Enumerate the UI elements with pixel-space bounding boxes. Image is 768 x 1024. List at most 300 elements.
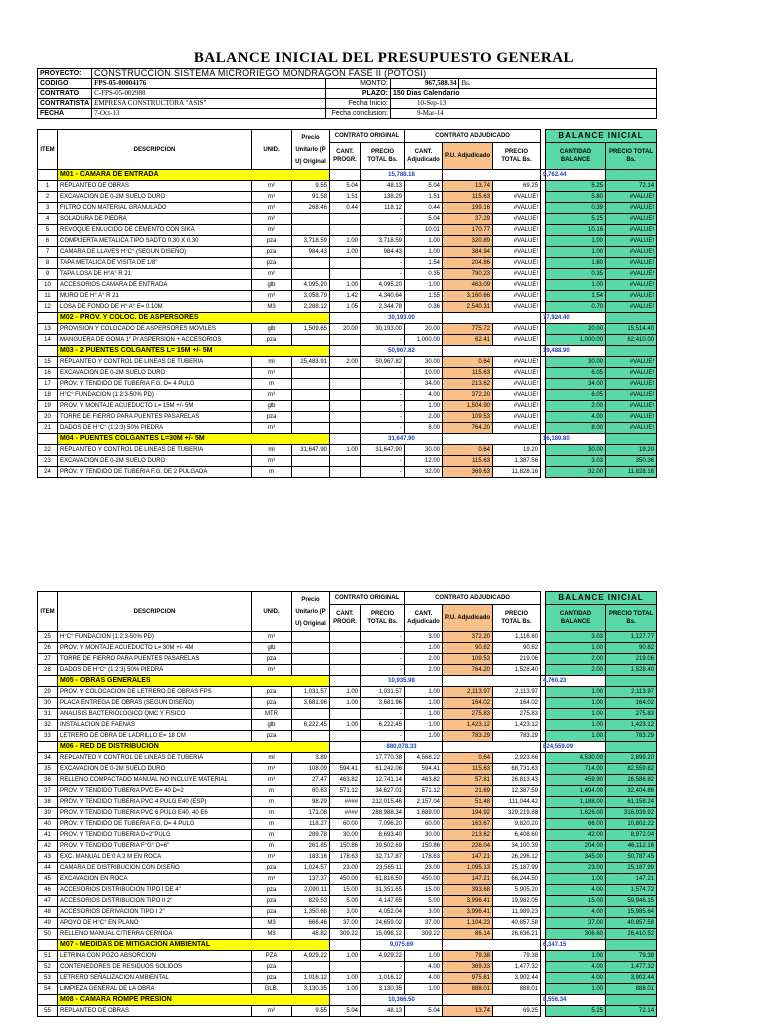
section-title: M06 - RED DE DISTRIBUCION xyxy=(58,742,330,753)
description: DADOS DE H°C° (1:2:3) 50% PIEDRA xyxy=(58,423,252,434)
item-number: 33 xyxy=(38,731,58,742)
cant-adj: 30.00 xyxy=(405,445,443,456)
unit: m³ xyxy=(252,775,292,786)
precio-total: 288,988.34 xyxy=(361,808,405,819)
pu-adj: 0.64 xyxy=(443,753,493,764)
cantidad-balance: 1.54 xyxy=(546,291,606,302)
cant-progr xyxy=(330,709,361,720)
precio-total-adj: #VALUE! xyxy=(493,258,541,269)
unit-price: 3,058.79 xyxy=(292,291,330,302)
item-number: 25 xyxy=(38,632,58,643)
precio-total-adj: 1,116.60 xyxy=(493,632,541,643)
item-number: 1 xyxy=(38,181,58,192)
col-balance-inicial: BALANCE INICIAL xyxy=(546,130,657,143)
unit-price xyxy=(292,456,330,467)
col-cant-adjudicado: CANT. Adjudicado xyxy=(405,143,443,170)
table-row xyxy=(38,225,657,236)
cant-progr: 1.00 xyxy=(330,445,361,456)
unit-price xyxy=(292,467,330,478)
item-number: 48 xyxy=(38,907,58,918)
precio-total: 12,741.14 xyxy=(361,775,405,786)
unit: glb xyxy=(252,324,292,335)
table-row xyxy=(38,951,657,962)
col-precio-total-adj: PRECIO TOTAL Bs. xyxy=(493,143,541,170)
cant-progr: 5.00 xyxy=(330,896,361,907)
precio-total: 118.12 xyxy=(361,203,405,214)
cantidad-balance: 5.25 xyxy=(546,181,606,192)
description: PROV. Y TENDIDO DE TUBERIA F.G. D= 4 PULG xyxy=(58,379,252,390)
cant-progr: 1.05 xyxy=(330,302,361,313)
col-cantidad-balance: CANTIDAD BALANCE xyxy=(546,605,606,632)
precio-total: 48.13 xyxy=(361,181,405,192)
pu-adj: 37.29 xyxy=(443,214,493,225)
cant-adj: 309.22 xyxy=(405,929,443,940)
precio-total-balance: #VALUE! xyxy=(606,236,657,247)
section-total-adjudicado: 77,924.40 xyxy=(541,313,546,324)
cantidad-balance: 1.00 xyxy=(546,280,606,291)
unit-price xyxy=(292,401,330,412)
cant-adj: 23.00 xyxy=(405,863,443,874)
cantidad-balance: 0.70 xyxy=(546,302,606,313)
table-row xyxy=(38,390,657,401)
table-row xyxy=(38,665,657,676)
unit-price xyxy=(292,214,330,225)
unit-price xyxy=(292,962,330,973)
cantidad-balance: 2.00 xyxy=(546,665,606,676)
precio-total-adj: #VALUE! xyxy=(493,412,541,423)
cant-progr xyxy=(330,467,361,478)
item-number: 52 xyxy=(38,962,58,973)
item-number: 50 xyxy=(38,929,58,940)
precio-total: 3,681.96 xyxy=(361,698,405,709)
precio-total: 138.29 xyxy=(361,192,405,203)
table-row xyxy=(38,852,657,863)
section-row xyxy=(38,676,657,687)
table-row xyxy=(38,280,657,291)
precio-total-balance: #VALUE! xyxy=(606,412,657,423)
section-empty-cell xyxy=(330,434,361,445)
unit: pza xyxy=(252,973,292,984)
section-total-original: 10,935.98 xyxy=(361,676,443,687)
precio-total-balance: 61,158.24 xyxy=(606,797,657,808)
unit: m xyxy=(252,830,292,841)
item-number: 7 xyxy=(38,247,58,258)
pu-adj: 115.63 xyxy=(443,764,493,775)
unit-price: 289.78 xyxy=(292,830,330,841)
section-empty-adj xyxy=(443,346,541,357)
cant-progr: 5.04 xyxy=(330,1006,361,1017)
unit-price xyxy=(292,632,330,643)
description: REPLANTEO DE OBRAS xyxy=(58,1006,252,1017)
item-number: 26 xyxy=(38,643,58,654)
cant-adj: 20.00 xyxy=(405,324,443,335)
unit: m³ xyxy=(252,423,292,434)
pu-adj: 164.02 xyxy=(443,698,493,709)
cant-adj: 1.00 xyxy=(405,687,443,698)
pu-adj: 194.92 xyxy=(443,808,493,819)
cantidad-balance: 1,000.00 xyxy=(546,335,606,346)
precio-total-adj: #VALUE! xyxy=(493,324,541,335)
item-number: 3 xyxy=(38,203,58,214)
cant-adj: 3.00 xyxy=(405,907,443,918)
budget-table-2 xyxy=(37,591,657,1017)
item-number: 31 xyxy=(38,709,58,720)
cant-progr: 30.00 xyxy=(330,830,361,841)
table-row xyxy=(38,764,657,775)
col-cant-adjudicado: CANT. Adjudicado xyxy=(405,605,443,632)
unit-price xyxy=(292,379,330,390)
cantidad-balance: 0.35 xyxy=(546,269,606,280)
description: PROV. Y MONTAJE ACUEDUCTO L= 30M +/- 4M xyxy=(58,643,252,654)
precio-total-adj: 783.29 xyxy=(493,731,541,742)
cant-adj: 60.00 xyxy=(405,819,443,830)
unit-price: 9.55 xyxy=(292,1006,330,1017)
cant-adj: 1.00 xyxy=(405,698,443,709)
cant-adj: 37.00 xyxy=(405,918,443,929)
precio-total-balance: 275.83 xyxy=(606,709,657,720)
cantidad-balance: 4.00 xyxy=(546,962,606,973)
unit: pza xyxy=(252,258,292,269)
description: SOLADURA DE PIEDRA xyxy=(58,214,252,225)
table-row xyxy=(38,412,657,423)
cant-progr: 1.00 xyxy=(330,698,361,709)
proyecto-value: CONSTRUCCION SISTEMA MICRORIEGO MONDRAGON FASE II (POTOSI) xyxy=(92,69,657,79)
unit-price: 183.16 xyxy=(292,852,330,863)
precio-total: - xyxy=(361,665,405,676)
cant-progr: 1.00 xyxy=(330,236,361,247)
col-descripcion: DESCRIPCION xyxy=(58,592,252,632)
precio-total-adj: #VALUE! xyxy=(493,236,541,247)
precio-total-balance: #VALUE! xyxy=(606,302,657,313)
precio-total: - xyxy=(361,643,405,654)
cantidad-balance: 306.60 xyxy=(546,929,606,940)
precio-total: - xyxy=(361,390,405,401)
fecha-inicio-value: 10-Sep-13 xyxy=(390,99,656,109)
cant-adj: 30.00 xyxy=(405,357,443,368)
section-title: M05 - OBRAS GENERALES xyxy=(58,676,330,687)
cant-adj: 5.04 xyxy=(405,1006,443,1017)
table-row xyxy=(38,192,657,203)
precio-total-adj: #VALUE! xyxy=(493,423,541,434)
precio-total-balance: 888.01 xyxy=(606,984,657,995)
col-contrato-original: CONTRATO ORIGINAL xyxy=(330,130,405,143)
cant-progr xyxy=(330,632,361,643)
cant-adj: 1.00 xyxy=(405,984,443,995)
cant-progr xyxy=(330,665,361,676)
section-empty-adj xyxy=(443,170,541,181)
precio-total-adj: 79.38 xyxy=(493,951,541,962)
item-number: 42 xyxy=(38,841,58,852)
description: ACCESORIOS DERIVACION TIPO I 2" xyxy=(58,907,252,918)
table-row xyxy=(38,236,657,247)
item-number: 4 xyxy=(38,214,58,225)
unit: m³ xyxy=(252,632,292,643)
pu-adj: 57.81 xyxy=(443,775,493,786)
table-row xyxy=(38,1006,657,1017)
cant-adj: 2.00 xyxy=(405,412,443,423)
precio-total-balance: #VALUE! xyxy=(606,390,657,401)
section-empty-balance xyxy=(606,995,657,1006)
unit: pza xyxy=(252,731,292,742)
precio-total-adj: 26,296.12 xyxy=(493,852,541,863)
section-title: M04 - PUENTES COLGANTES L=30M +/- 5M xyxy=(58,434,330,445)
pu-adj: 0.64 xyxy=(443,357,493,368)
section-empty-cell xyxy=(330,346,361,357)
description: PROV. Y COLOCACION DE LETRERO DE OBRAS FPS xyxy=(58,687,252,698)
precio-total-adj: #VALUE! xyxy=(493,335,541,346)
cantidad-balance: 6.05 xyxy=(546,368,606,379)
section-empty-cell xyxy=(330,742,361,753)
cant-adj: 1.51 xyxy=(405,192,443,203)
unit: m² xyxy=(252,1006,292,1017)
table-row xyxy=(38,214,657,225)
plazo-value: 150 Dias Calendario xyxy=(390,89,656,99)
unit-price: 91.58 xyxy=(292,192,330,203)
precio-total: 4,147.65 xyxy=(361,896,405,907)
section-total-adjudicado: 9,762.44 xyxy=(541,170,546,181)
cant-progr: 1.42 xyxy=(330,291,361,302)
precio-total: 34,627.01 xyxy=(361,786,405,797)
precio-total-balance: 783.29 xyxy=(606,731,657,742)
precio-total-balance: 164.02 xyxy=(606,698,657,709)
precio-total: - xyxy=(361,269,405,280)
pu-adj: 199.16 xyxy=(443,203,493,214)
precio-total-adj: 219.06 xyxy=(493,654,541,665)
section-empty-cell xyxy=(330,313,361,324)
unit-price: 2,090.11 xyxy=(292,885,330,896)
section-row xyxy=(38,170,657,181)
precio-total-balance: #VALUE! xyxy=(606,423,657,434)
cant-progr: 463.82 xyxy=(330,775,361,786)
table-row xyxy=(38,819,657,830)
item-number: 18 xyxy=(38,390,58,401)
unit-price xyxy=(292,269,330,280)
precio-total-adj: 164.02 xyxy=(493,698,541,709)
cantidad-balance: 32.00 xyxy=(546,467,606,478)
precio-total-balance: 3,902.44 xyxy=(606,973,657,984)
section-title: M08 - CAMARA ROMPE PRESION xyxy=(58,995,330,1006)
unit-price: 268.46 xyxy=(292,203,330,214)
col-pu-adjudicado: P.U. Adjudicado xyxy=(443,143,493,170)
section-item-cell xyxy=(38,434,58,445)
unit: m² xyxy=(252,225,292,236)
precio-total-balance: #VALUE! xyxy=(606,225,657,236)
cant-progr xyxy=(330,962,361,973)
description: REPLANTEO Y CONTROL DE LINEAS DE TUBERIA xyxy=(58,357,252,368)
pu-adj: 2,113.97 xyxy=(443,687,493,698)
col-contrato-adjudicado: CONTRATO ADJUDICADO xyxy=(405,592,541,605)
unit-price: 60.63 xyxy=(292,786,330,797)
unit: pza xyxy=(252,236,292,247)
precio-total-adj: #VALUE! xyxy=(493,192,541,203)
description: PLACA ENTREGA DE OBRAS (SEGUN DISEÑO) xyxy=(58,698,252,709)
description: PROV. Y TENDIDO TUBERIA PVC E= 40 D=2 xyxy=(58,786,252,797)
cant-progr xyxy=(330,335,361,346)
pu-adj: 226.04 xyxy=(443,841,493,852)
unit-price: 1,016.12 xyxy=(292,973,330,984)
table-row xyxy=(38,885,657,896)
section-empty-balance xyxy=(606,940,657,951)
description: H°C° FUNDACION (1:2:3-50% PD) xyxy=(58,632,252,643)
table-row xyxy=(38,929,657,940)
description: TAPA LOSA DE H°A° R 21 xyxy=(58,269,252,280)
cant-progr: 5.04 xyxy=(330,181,361,192)
section-item-cell xyxy=(38,313,58,324)
cantidad-balance: 1,626.00 xyxy=(546,808,606,819)
cantidad-balance: 10.16 xyxy=(546,225,606,236)
item-number: 49 xyxy=(38,918,58,929)
table-row xyxy=(38,269,657,280)
unit: PZA xyxy=(252,951,292,962)
precio-total-adj: 1,423.12 xyxy=(493,720,541,731)
col-precio-total-balance: PRECIO TOTAL Bs. xyxy=(606,605,657,632)
precio-total-adj: 11,989.23 xyxy=(493,907,541,918)
description: PROV. Y TENDIDO TUBERIA D=2"PULG xyxy=(58,830,252,841)
table-row xyxy=(38,401,657,412)
table-row xyxy=(38,731,657,742)
cant-adj: 5.04 xyxy=(405,181,443,192)
cantidad-balance: 37.00 xyxy=(546,918,606,929)
unit-price: 108.09 xyxy=(292,764,330,775)
precio-total-balance: 1,528.40 xyxy=(606,665,657,676)
table-row xyxy=(38,302,657,313)
item-number: 21 xyxy=(38,423,58,434)
cantidad-balance: 1.00 xyxy=(546,643,606,654)
unit-price xyxy=(292,412,330,423)
cantidad-balance: 1.00 xyxy=(546,874,606,885)
precio-total: 212,015.46 xyxy=(361,797,405,808)
pu-adj: 213.62 xyxy=(443,379,493,390)
section-item-cell xyxy=(38,742,58,753)
precio-total-adj: 69.25 xyxy=(493,181,541,192)
item-number: 13 xyxy=(38,324,58,335)
description: LETRERO SEÑALIZACION AMBIENTAL xyxy=(58,973,252,984)
cant-progr: 150.86 xyxy=(330,841,361,852)
cant-progr: 1.51 xyxy=(330,192,361,203)
cantidad-balance: 1.00 xyxy=(546,709,606,720)
precio-total-balance: 82,559.82 xyxy=(606,764,657,775)
unit-price: 1,350.68 xyxy=(292,907,330,918)
precio-total-adj: 3,902.44 xyxy=(493,973,541,984)
cantidad-balance: 3.03 xyxy=(546,456,606,467)
section-row xyxy=(38,434,657,445)
pu-adj: 115.63 xyxy=(443,368,493,379)
cantidad-balance: 1.00 xyxy=(546,720,606,731)
pu-adj: 3,160.66 xyxy=(443,291,493,302)
cant-adj: 4.00 xyxy=(405,390,443,401)
section-empty-cell xyxy=(330,940,361,951)
cantidad-balance: 1.00 xyxy=(546,236,606,247)
unit: pza xyxy=(252,907,292,918)
precio-total-adj: 26,813.43 xyxy=(493,775,541,786)
col-pu-adjudicado: P.U. Adjudicado xyxy=(443,605,493,632)
table-row xyxy=(38,643,657,654)
cant-progr xyxy=(330,643,361,654)
cantidad-balance: 0.39 xyxy=(546,203,606,214)
precio-total: - xyxy=(361,335,405,346)
precio-total-balance: 26,586.82 xyxy=(606,775,657,786)
section-row xyxy=(38,346,657,357)
cantidad-balance: 1,188.00 xyxy=(546,797,606,808)
description: ANALISIS BACTERIOLOGICO QMC Y FISICO xyxy=(58,709,252,720)
unit-price xyxy=(292,335,330,346)
unit-price: 1,509.65 xyxy=(292,324,330,335)
cant-adj: 178.63 xyxy=(405,852,443,863)
pu-adj: 463.09 xyxy=(443,280,493,291)
section-row xyxy=(38,742,657,753)
precio-total-adj: #VALUE! xyxy=(493,390,541,401)
precio-total: 23,565.11 xyxy=(361,863,405,874)
fecha-inicio-label: Fecha Inicio: xyxy=(326,99,391,109)
unit-price: 25,483.91 xyxy=(292,357,330,368)
unit: M3 xyxy=(252,918,292,929)
cant-progr xyxy=(330,269,361,280)
precio-total-balance: 62,410.00 xyxy=(606,335,657,346)
item-number: 14 xyxy=(38,335,58,346)
pu-adj: 369.63 xyxy=(443,467,493,478)
unit: glb xyxy=(252,643,292,654)
cantidad-balance: 714.00 xyxy=(546,764,606,775)
precio-total-balance: 1,477.32 xyxy=(606,962,657,973)
precio-total: 3,718.59 xyxy=(361,236,405,247)
description: INSTALACION DE FAENAS xyxy=(58,720,252,731)
unit-price: 3,681.96 xyxy=(292,698,330,709)
precio-total-adj: 329,219.88 xyxy=(493,808,541,819)
table-row xyxy=(38,467,657,478)
unit: MTR xyxy=(252,709,292,720)
table-row xyxy=(38,720,657,731)
pu-adj: 1,095.13 xyxy=(443,863,493,874)
cant-progr: 178.63 xyxy=(330,852,361,863)
section-item-cell xyxy=(38,995,58,1006)
precio-total-adj: #VALUE! xyxy=(493,368,541,379)
cantidad-balance: 204.00 xyxy=(546,841,606,852)
cant-progr: 1.00 xyxy=(330,984,361,995)
item-number: 54 xyxy=(38,984,58,995)
unit-price: 3,130.35 xyxy=(292,984,330,995)
precio-total: 6,222.45 xyxy=(361,720,405,731)
table-row xyxy=(38,786,657,797)
cant-adj: 4.00 xyxy=(405,973,443,984)
item-number: 2 xyxy=(38,192,58,203)
item-number: 47 xyxy=(38,896,58,907)
cantidad-balance: 20.00 xyxy=(546,324,606,335)
monto-label: MONTO: xyxy=(326,79,391,89)
cant-progr xyxy=(330,423,361,434)
section-total-adjudicado: 8,556.34 xyxy=(541,995,546,1006)
item-number: 46 xyxy=(38,885,58,896)
table-row xyxy=(38,918,657,929)
pu-adj: 320.89 xyxy=(443,236,493,247)
item-number: 45 xyxy=(38,874,58,885)
table-row xyxy=(38,357,657,368)
pu-adj: 0.64 xyxy=(443,445,493,456)
cant-progr: 20.00 xyxy=(330,324,361,335)
item-number: 40 xyxy=(38,819,58,830)
table-row xyxy=(38,775,657,786)
precio-total-balance: #VALUE! xyxy=(606,258,657,269)
precio-total-adj: 2,113.97 xyxy=(493,687,541,698)
section-title: M03 - 2 PUENTES COLGANTES L= 15M +/- 5M xyxy=(58,346,330,357)
precio-total-adj: 90.82 xyxy=(493,643,541,654)
section-total-original: 10,366.50 xyxy=(361,995,443,1006)
unit-price xyxy=(292,709,330,720)
pu-adj: 90.82 xyxy=(443,643,493,654)
description: EXCAVACION EN ROCA xyxy=(58,874,252,885)
precio-total: 3,130.35 xyxy=(361,984,405,995)
cantidad-balance: 1.00 xyxy=(546,951,606,962)
unit: m³ xyxy=(252,192,292,203)
